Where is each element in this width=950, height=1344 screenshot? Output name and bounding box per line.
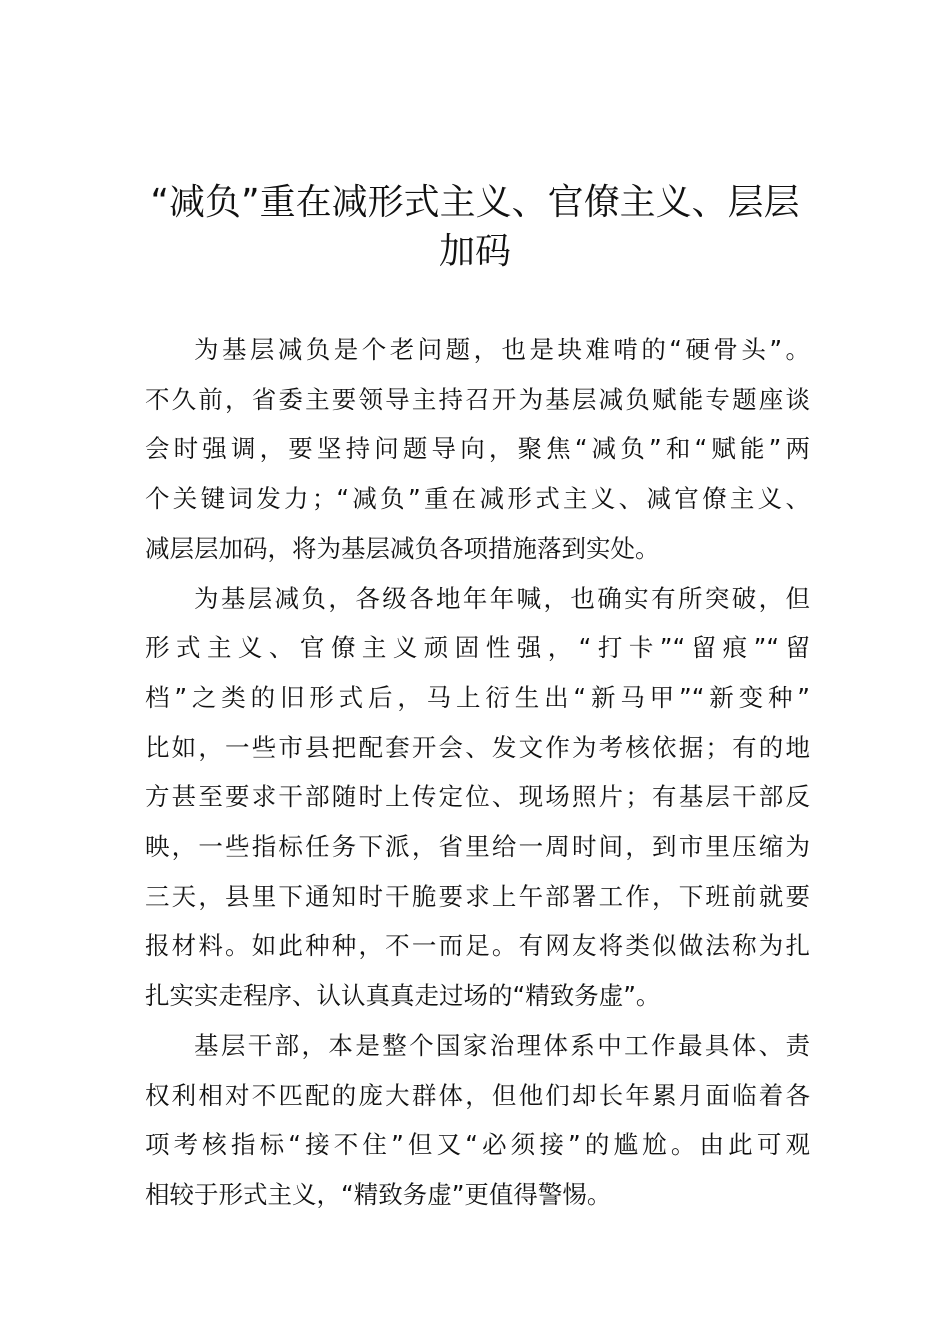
paragraph-line: 报材料。如此种种，不一而足。有网友将类似做法称为扎 bbox=[145, 931, 810, 961]
title-line-2: 加码 bbox=[438, 231, 511, 272]
paragraph-line: 会时强调，要坚持问题导向，聚焦“减负”和“赋能”两 bbox=[145, 434, 810, 464]
paragraph-line: 为基层减负是个老问题，也是块难啃的“硬骨头”。 bbox=[194, 335, 810, 364]
paragraph-2 bbox=[145, 574, 810, 1021]
paragraph-line: 比如，一些市县把配套开会、发文作为考核依据；有的地 bbox=[145, 732, 810, 762]
paragraph-1 bbox=[145, 325, 810, 574]
paragraph-line: 基层干部，本是整个国家治理体系中工作最具体、责 bbox=[194, 1030, 810, 1060]
paragraph-line: 权利相对不匹配的庞大群体，但他们却长年累月面临着各 bbox=[145, 1080, 810, 1110]
paragraph-line: 个关键词发力；“减负”重在减形式主义、减官僚主义、 bbox=[145, 484, 810, 514]
document-title bbox=[120, 178, 830, 276]
paragraph-line: 为基层减负，各级各地年年喊，也确实有所突破，但 bbox=[194, 583, 810, 613]
title-line-1: “减负”重在减形式主义、官僚主义、层层 bbox=[150, 182, 800, 223]
paragraph-line: 相较于形式主义，“精致务虚”更值得警惕。 bbox=[145, 1179, 612, 1209]
paragraph-line: 方甚至要求干部随时上传定位、现场照片；有基层干部反 bbox=[145, 782, 810, 812]
paragraph-line: 映，一些指标任务下派，省里给一周时间，到市里压缩为 bbox=[145, 832, 810, 862]
paragraph-line: 扎实实走程序、认认真真走过场的“精致务虚”。 bbox=[145, 981, 661, 1011]
paragraph-line: 档”之类的旧形式后，马上衍生出“新马甲”“新变种” bbox=[145, 682, 810, 712]
paragraph-line: 三天，县里下通知时干脆要求上午部署工作，下班前就要 bbox=[145, 881, 810, 911]
paragraph-3 bbox=[145, 1021, 810, 1220]
paragraph-line: 不久前，省委主要领导主持召开为基层减负赋能专题座谈 bbox=[145, 384, 810, 414]
paragraph-line: 形式主义、官僚主义顽固性强，“打卡”“留痕”“留 bbox=[145, 633, 810, 663]
paragraph-line: 项考核指标“接不住”但又“必须接”的尴尬。由此可观 bbox=[145, 1130, 810, 1160]
paragraph-line: 减层层加码，将为基层减负各项措施落到实处。 bbox=[145, 533, 660, 563]
document-body bbox=[145, 325, 810, 1220]
